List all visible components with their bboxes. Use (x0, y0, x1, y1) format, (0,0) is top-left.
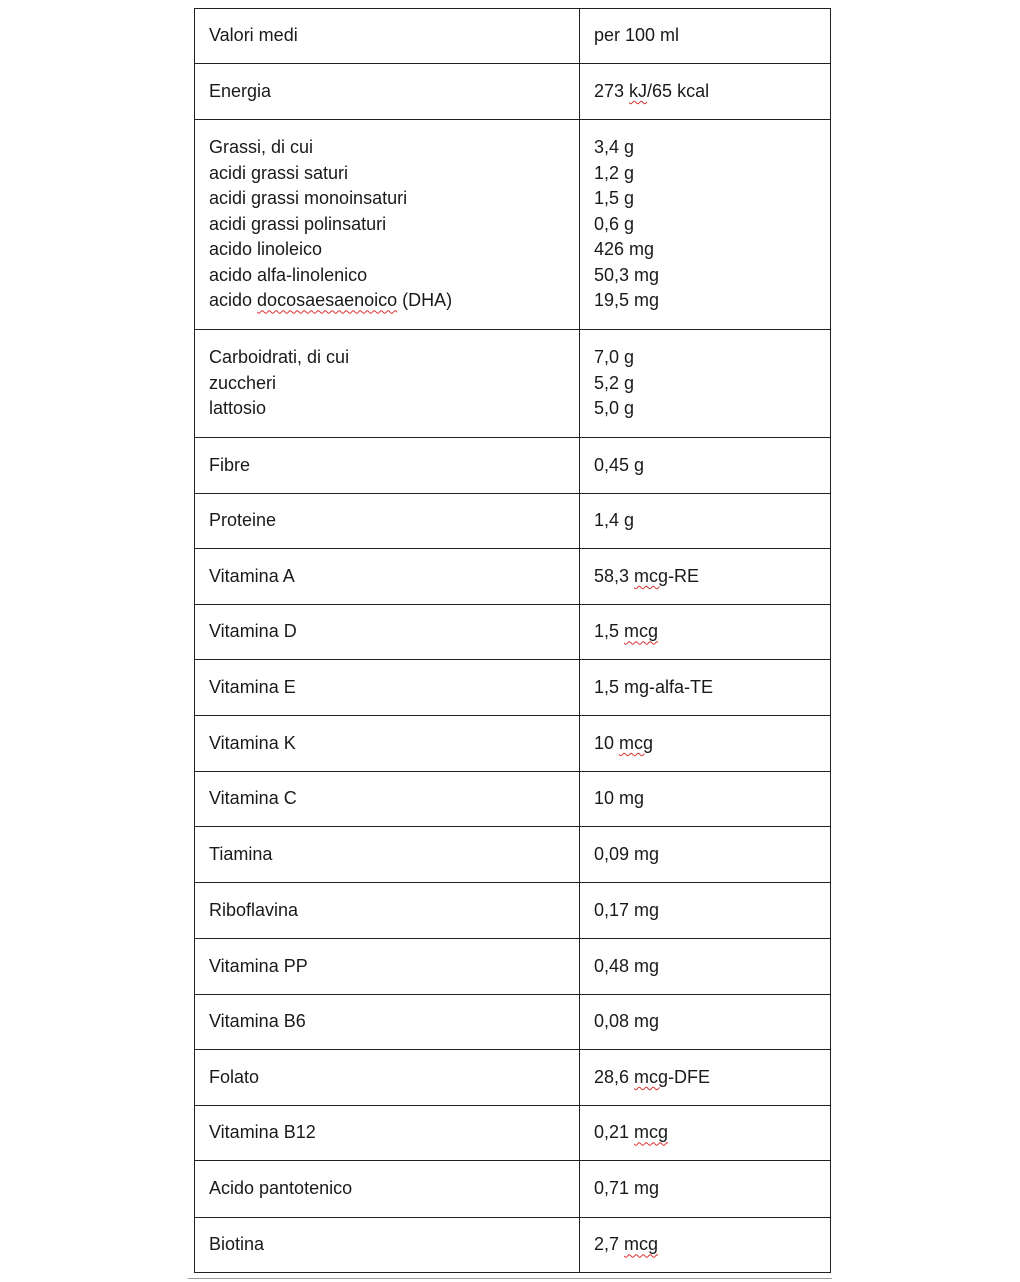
nutrient-value: 10 mcg (594, 732, 654, 753)
table-row (195, 9, 831, 64)
table-row (195, 1106, 831, 1161)
nutrient-label-cell (195, 995, 580, 1050)
nutrient-value: 7,0 g (594, 347, 635, 368)
nutrient-value-cell (580, 772, 831, 827)
nutrient-label-cell (195, 494, 580, 549)
nutrient-value: 1,2 g (594, 162, 635, 183)
nutrient-label: Vitamina D (209, 621, 297, 642)
table-row (195, 494, 831, 549)
nutrient-label: Tiamina (209, 843, 273, 864)
nutrient-value: 0,21 mcg (594, 1122, 669, 1143)
nutrient-value: 0,6 g (594, 213, 635, 234)
nutrient-label-cell (195, 1218, 580, 1273)
nutrient-label-cell (195, 605, 580, 660)
nutrient-label-cell (195, 120, 580, 330)
table-row (195, 716, 831, 772)
nutrient-value-cell (580, 549, 831, 605)
nutrient-value: 0,48 mg (594, 955, 660, 976)
nutrient-label: zuccheri (209, 372, 277, 393)
table-row (195, 995, 831, 1050)
nutrient-value: 58,3 mcg-RE (594, 565, 700, 586)
nutrient-value: 273 kJ/65 kcal (594, 80, 710, 101)
nutrient-label: Vitamina E (209, 676, 296, 697)
nutrient-label: Energia (209, 80, 272, 101)
nutrition-table (194, 8, 831, 1273)
nutrient-label-cell (195, 716, 580, 772)
nutrient-value: per 100 ml (594, 25, 680, 46)
nutrient-label: Vitamina C (209, 788, 297, 809)
nutrient-value-cell (580, 1106, 831, 1161)
table-row (195, 64, 831, 120)
table-row (195, 330, 831, 438)
nutrient-value: 0,17 mg (594, 899, 660, 920)
nutrition-table-body (195, 9, 831, 1273)
nutrient-label-cell (195, 549, 580, 605)
nutrient-label: Vitamina K (209, 732, 296, 753)
nutrient-label-cell (195, 9, 580, 64)
nutrient-value: 1,5 mg-alfa-TE (594, 676, 714, 697)
nutrient-value: 0,71 mg (594, 1178, 660, 1199)
table-row (195, 120, 831, 330)
nutrient-label: Riboflavina (209, 899, 299, 920)
nutrient-label-cell (195, 772, 580, 827)
table-row (195, 660, 831, 716)
nutrient-label: Fibre (209, 454, 251, 475)
nutrient-label: Proteine (209, 510, 277, 531)
nutrient-label: lattosio (209, 398, 267, 419)
nutrient-value: 1,5 g (594, 188, 635, 209)
nutrient-value-cell (580, 605, 831, 660)
table-row (195, 827, 831, 883)
table-row (195, 549, 831, 605)
table-row (195, 772, 831, 827)
nutrient-label: acidi grassi polinsaturi (209, 213, 387, 234)
nutrient-value-cell (580, 330, 831, 438)
nutrient-label-cell (195, 438, 580, 494)
nutrient-label: acidi grassi monoinsaturi (209, 188, 408, 209)
nutrient-value-cell (580, 827, 831, 883)
nutrient-label: Carboidrati, di cui (209, 347, 350, 368)
table-row (195, 939, 831, 995)
nutrient-value: 0,09 mg (594, 843, 660, 864)
table-row (195, 1218, 831, 1273)
nutrient-value: 1,5 mcg (594, 621, 659, 642)
table-row (195, 438, 831, 494)
page-bottom-rule (188, 1278, 832, 1279)
table-row (195, 605, 831, 660)
nutrient-value-cell (580, 660, 831, 716)
nutrient-label: Vitamina B12 (209, 1122, 316, 1143)
nutrient-value-cell (580, 939, 831, 995)
nutrient-label: Grassi, di cui (209, 137, 314, 158)
nutrient-value-cell (580, 716, 831, 772)
nutrient-label-cell (195, 1161, 580, 1218)
nutrient-label: acido docosaesaenoico (DHA) (209, 290, 453, 311)
nutrient-label-cell (195, 64, 580, 120)
nutrient-label-cell (195, 827, 580, 883)
nutrient-value-cell (580, 1050, 831, 1106)
nutrient-value-cell (580, 9, 831, 64)
nutrient-value: 10 mg (594, 788, 645, 809)
nutrition-table-container (194, 8, 830, 1273)
nutrient-label-cell (195, 660, 580, 716)
nutrient-label: acido linoleico (209, 239, 323, 260)
nutrient-value: 5,0 g (594, 398, 635, 419)
nutrient-label-cell (195, 1106, 580, 1161)
nutrient-value: 0,08 mg (594, 1011, 660, 1032)
table-row (195, 1050, 831, 1106)
nutrient-value: 3,4 g (594, 137, 635, 158)
nutrient-value-cell (580, 883, 831, 939)
nutrient-value: 0,45 g (594, 454, 645, 475)
nutrient-value-cell (580, 438, 831, 494)
nutrient-value-cell (580, 995, 831, 1050)
nutrient-value: 5,2 g (594, 372, 635, 393)
nutrient-label: Biotina (209, 1234, 265, 1255)
nutrient-value: 2,7 mcg (594, 1234, 659, 1255)
nutrient-value: 50,3 mg (594, 264, 660, 285)
nutrient-value: 1,4 g (594, 510, 635, 531)
nutrient-value: 28,6 mcg-DFE (594, 1066, 711, 1087)
nutrient-label-cell (195, 939, 580, 995)
nutrient-label: Acido pantotenico (209, 1178, 353, 1199)
nutrient-label-cell (195, 1050, 580, 1106)
nutrient-label: acido alfa-linolenico (209, 264, 368, 285)
nutrient-value-cell (580, 1161, 831, 1218)
nutrient-value-cell (580, 120, 831, 330)
nutrient-value-cell (580, 64, 831, 120)
nutrient-value-cell (580, 494, 831, 549)
nutrient-label-cell (195, 883, 580, 939)
nutrient-label: acidi grassi saturi (209, 162, 349, 183)
nutrient-value: 19,5 mg (594, 290, 660, 311)
nutrient-label: Valori medi (209, 25, 298, 46)
nutrient-value-cell (580, 1218, 831, 1273)
nutrient-value: 426 mg (594, 239, 655, 260)
nutrient-label: Vitamina A (209, 565, 295, 586)
nutrient-label: Folato (209, 1066, 260, 1087)
table-row (195, 1161, 831, 1218)
table-row (195, 883, 831, 939)
nutrient-label: Vitamina PP (209, 955, 308, 976)
nutrient-label: Vitamina B6 (209, 1011, 306, 1032)
nutrient-label-cell (195, 330, 580, 438)
